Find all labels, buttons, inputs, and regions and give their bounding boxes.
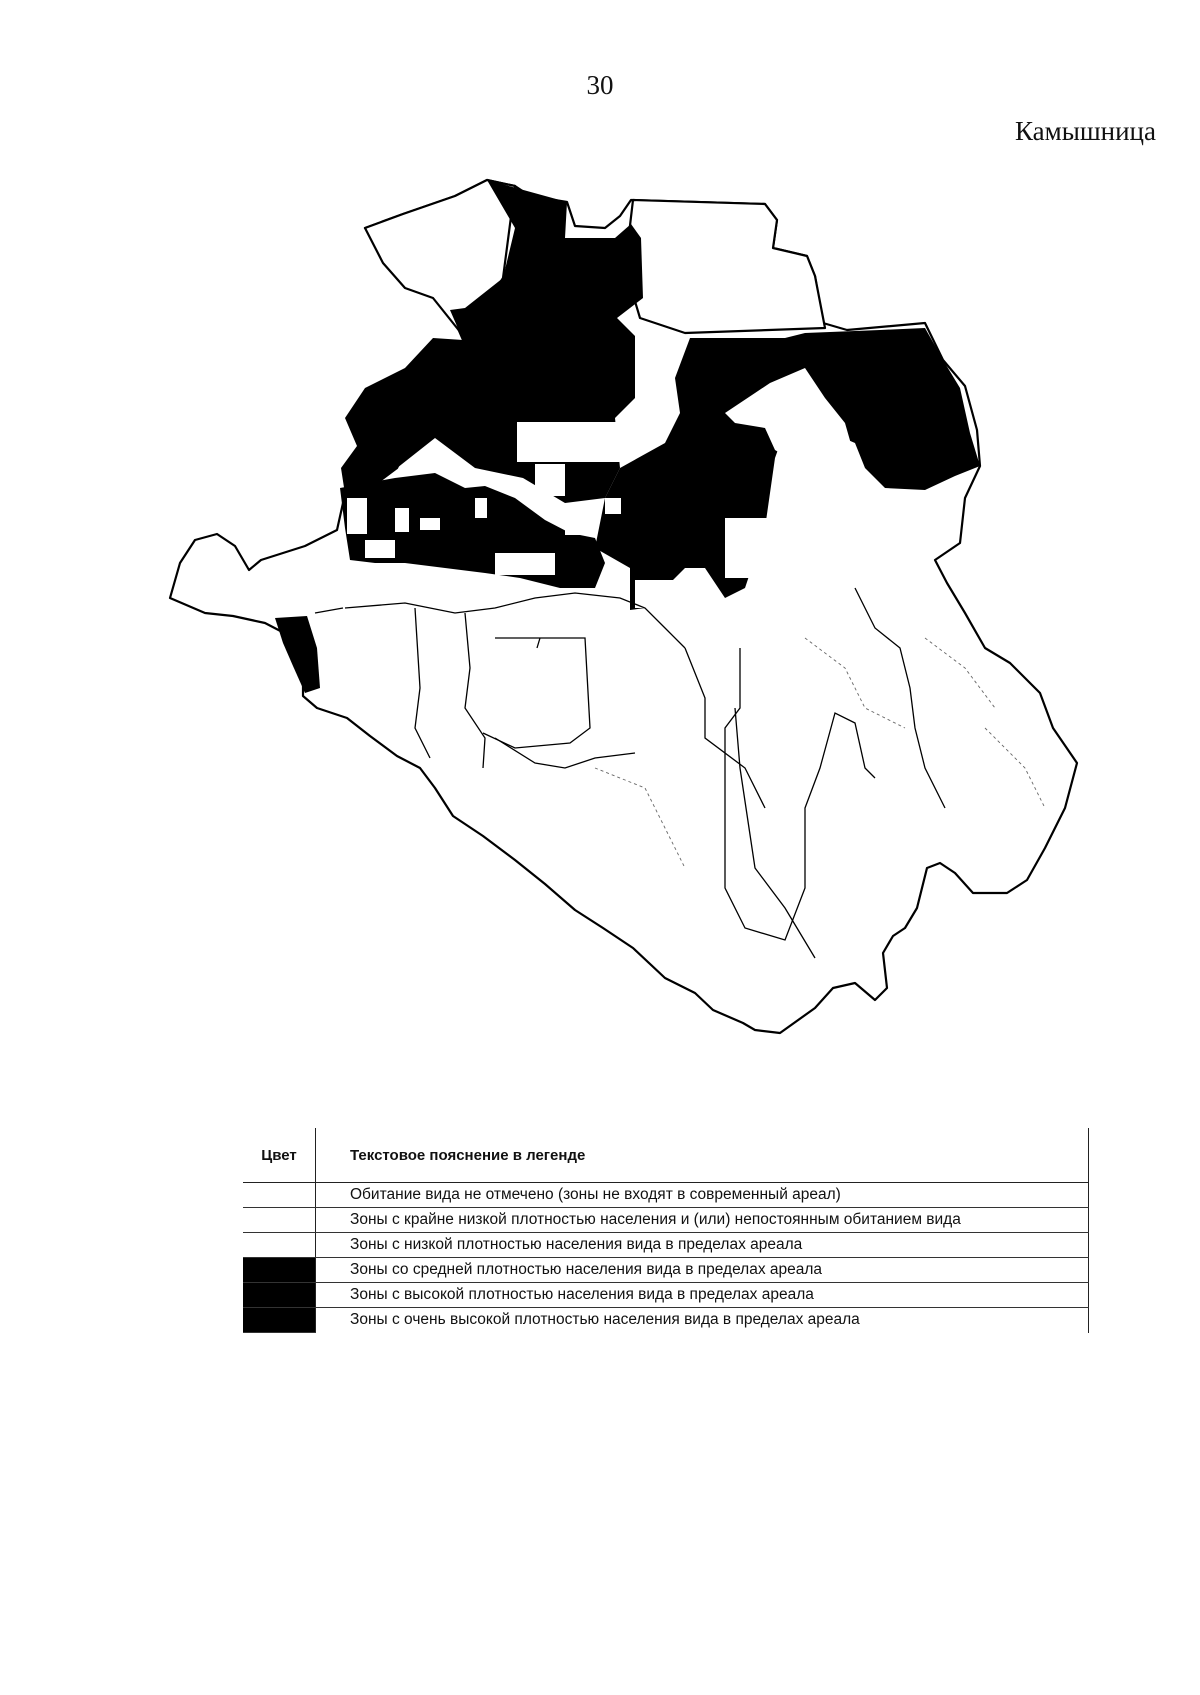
legend-row [243, 1208, 1089, 1233]
legend-row [243, 1183, 1089, 1208]
legend-swatch [243, 1233, 316, 1258]
legend-header-text: Текстовое пояснение в легенде [316, 1128, 1089, 1183]
legend-label: Зоны с очень высокой плотностью населения вида в пределах ареала [316, 1308, 1089, 1333]
page-number: 30 [586, 70, 614, 100]
north-zone [625, 200, 825, 333]
legend-row [243, 1233, 1089, 1258]
legend-label: Зоны с высокой плотностью населения вида в пределах ареала [316, 1283, 1089, 1308]
legend-swatch [243, 1308, 316, 1333]
legend-label: Зоны со средней плотностью населения вида в пределах ареала [316, 1258, 1089, 1283]
species-title: Камышница [1015, 116, 1156, 146]
legend-swatch [243, 1283, 316, 1308]
range-map [165, 168, 1155, 1143]
legend-row [243, 1283, 1089, 1308]
legend-row [243, 1308, 1089, 1333]
legend-swatch [243, 1208, 316, 1233]
legend-swatch [243, 1258, 316, 1283]
legend-header-color: Цвет [243, 1128, 316, 1183]
legend-swatch [243, 1183, 316, 1208]
legend-label: Обитание вида не отмечено (зоны не входят в современный ареал) [316, 1183, 1089, 1208]
map-legend [243, 1128, 1089, 1333]
legend-row [243, 1258, 1089, 1283]
legend-label: Зоны с крайне низкой плотностью населения и (или) непостоянным обитанием вида [316, 1208, 1089, 1233]
legend-label: Зоны с низкой плотностью населения вида в пределах ареала [316, 1233, 1089, 1258]
